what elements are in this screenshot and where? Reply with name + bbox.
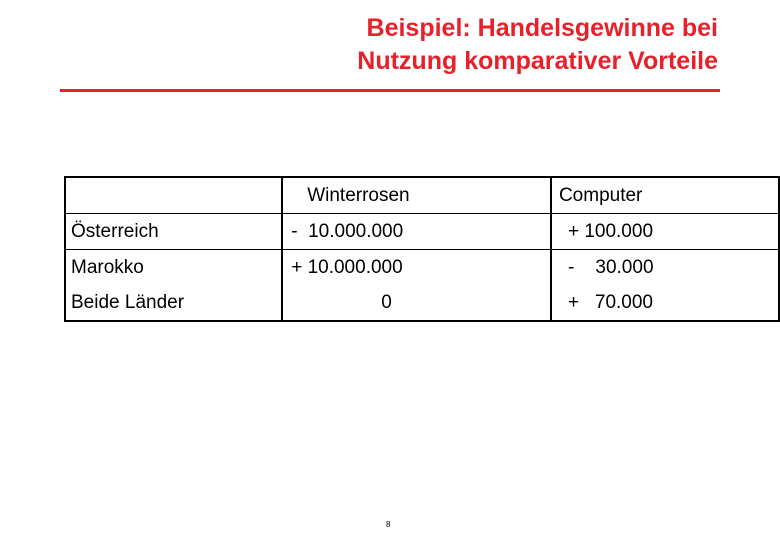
page-number: 8 [386,520,391,529]
table-header-row [65,177,779,214]
comparison-table [64,176,780,322]
title-underline [60,89,720,92]
table-row [65,250,779,286]
cell-computer: + 70.000 [551,285,779,321]
title-line-2: Nutzung komparativer Vorteile [357,47,718,75]
table-row [65,214,779,250]
header-cell-computer: Computer [551,177,779,214]
table-row [65,285,779,321]
header-cell-winterrosen: Winterrosen [282,177,551,214]
title-line-1: Beispiel: Handelsgewinne bei [366,14,718,42]
row-label: Österreich [65,214,282,250]
cell-computer: + 100.000 [551,214,779,250]
row-label: Marokko [65,250,282,286]
cell-computer: - 30.000 [551,250,779,286]
cell-winterrosen: - 10.000.000 [282,214,551,250]
slide-title [357,12,718,78]
row-label: Beide Länder [65,285,282,321]
cell-winterrosen: 0 [282,285,551,321]
header-cell-empty [65,177,282,214]
cell-winterrosen: + 10.000.000 [282,250,551,286]
